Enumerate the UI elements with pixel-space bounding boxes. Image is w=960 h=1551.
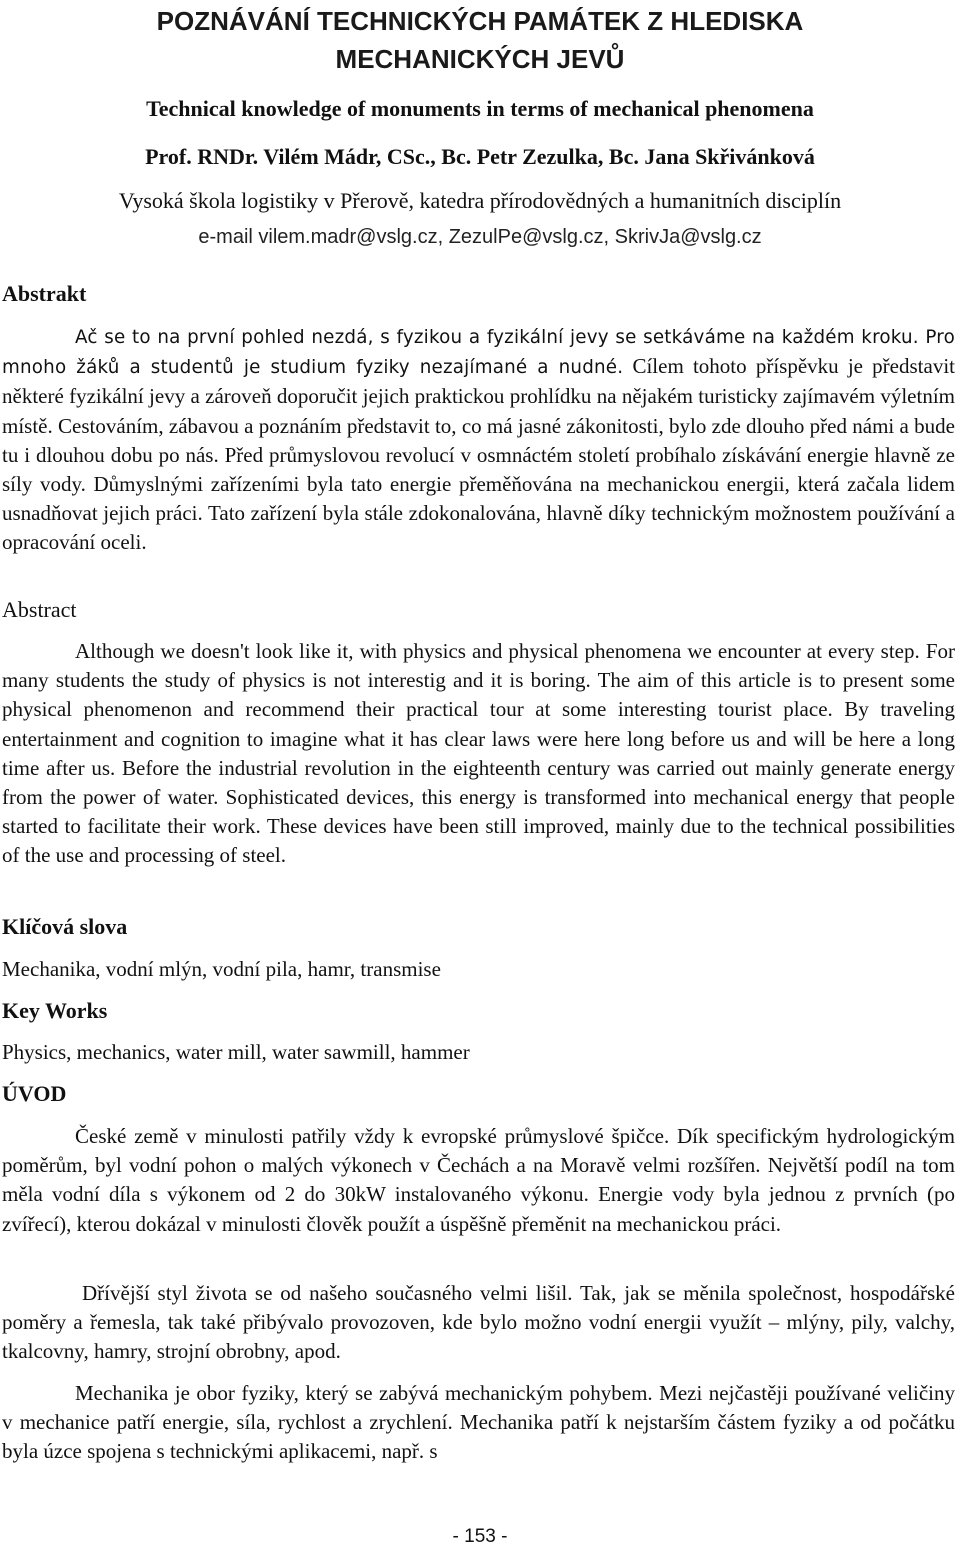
keywords-cz-heading: Klíčová slova	[2, 914, 128, 939]
email-addresses: e-mail vilem.madr@vslg.cz, ZezulPe@vslg.cz, SkrivJa@vslg.cz	[198, 226, 762, 248]
keywords-en-text: Physics, mechanics, water mill, water sawmill, hammer	[2, 1040, 470, 1064]
keywords-en-heading: Key Works	[2, 998, 108, 1023]
abstrakt-text-part-1: Ač se to na první pohled nezdá, s fyzikou a fyzikální jevy se setkáváme na každém kroku. Pro mnoho žáků a studentů je studium fyziky nezajímané a nudné.	[2, 327, 955, 379]
uvod-paragraph-3: Mechanika je obor fyziky, který se zabývá mechanickým pohybem. Mezi nejčastěji používané veličiny v mechanice patří energie, síla, rychlost a zrychlení. Mechanika patří k nejstarším částem fyziky a od počátku byla úzce spojena s technickými aplikacemi, např. s	[2, 1381, 955, 1464]
keywords-cz-text: Mechanika, vodní mlýn, vodní pila, hamr, transmise	[2, 957, 441, 981]
abstrakt-text-part-3: Cestováním, zábavou a poznáním představit to, co má jasné zákonitosti, bylo zde dlouho před námi a bude tu i dlouhou dobu po nás. Před průmyslovou revolucí v osmnáctém století probíhalo získávání energie hlavně ze síly vody. Důmyslnými zařízeními byla tato energie přeměňována na mechanickou energii, která začala lidem usnadňovat jejich práci. Tato zařízení byla stále zdokonalována, hlavně díky technickým možnostem používání a opracování oceli.	[2, 413, 955, 555]
affiliation: Vysoká škola logistiky v Přerově, katedra přírodovědných a humanitních disciplín	[118, 188, 842, 213]
english-title: Technical knowledge of monuments in terms of mechanical phenomena	[146, 96, 814, 121]
paper-title-line-1: POZNÁVÁNÍ TECHNICKÝCH PAMÁTEK Z HLEDISKA	[156, 6, 804, 36]
abstract-heading: Abstract	[2, 597, 77, 622]
abstract-text: Although we doesn't look like it, with physics and physical phenomena we encounter at every step. For many students the study of physics is not interestig and it is boring. The aim of this article is to present some physical phenomenon and recommend their practical tour at some interesting tourist place. By traveling entertainment and cognition to imagine what it has clear laws were here long before us and will be here a long time after us. Before the industrial revolution in the eighteenth century was carried out mainly generate energy from the power of water. Sophisticated devices, this energy is transformed into mechanical energy that people started to facilitate their work. These devices have been still improved, mainly due to the technical possibilities of the use and processing of steel.	[2, 639, 955, 868]
uvod-heading: ÚVOD	[2, 1081, 67, 1106]
uvod-paragraph-1: České země v minulosti patřily vždy k evropské průmyslové špičce. Dík specifickým hydrologickým poměrům, byl vodní pohon o malých výkonech v Čechách a na Moravě velmi rozšířen. Největší podíl na tom měla vodní díla s výkonem od 2 do 30kW instalovaného výkonu. Energie vody byla jednou z prvních (po zvířecí), kterou dokázal v minulosti člověk použít a úspěšně přeměnit na mechanickou práci.	[2, 1124, 955, 1236]
uvod-paragraph-2: Dřívější styl života se od našeho současného velmi lišil. Tak, jak se měnila společnost, hospodářské poměry a řemesla, tak také přibývalo provozoven, kde bylo možno vodní energii využít – mlýny, pily, valchy, tkalcovny, hamry, strojní obrobny, apod.	[2, 1281, 955, 1364]
abstrakt-text-part-2: Cílem tohoto příspěvku je představit některé fyzikální jevy a zároveň doporučit jejich praktickou prohlídku na nějakém turisticky zajímavém výletním místě.	[2, 354, 955, 438]
abstrakt-heading: Abstrakt	[2, 281, 87, 306]
paper-title-line-2: MECHANICKÝCH JEVŮ	[335, 44, 625, 74]
page-number: - 153 -	[452, 1526, 508, 1547]
abstrakt-text	[2, 322, 955, 558]
author-list: Prof. RNDr. Vilém Mádr, CSc., Bc. Petr Zezulka, Bc. Jana Skřivánková	[145, 144, 815, 169]
